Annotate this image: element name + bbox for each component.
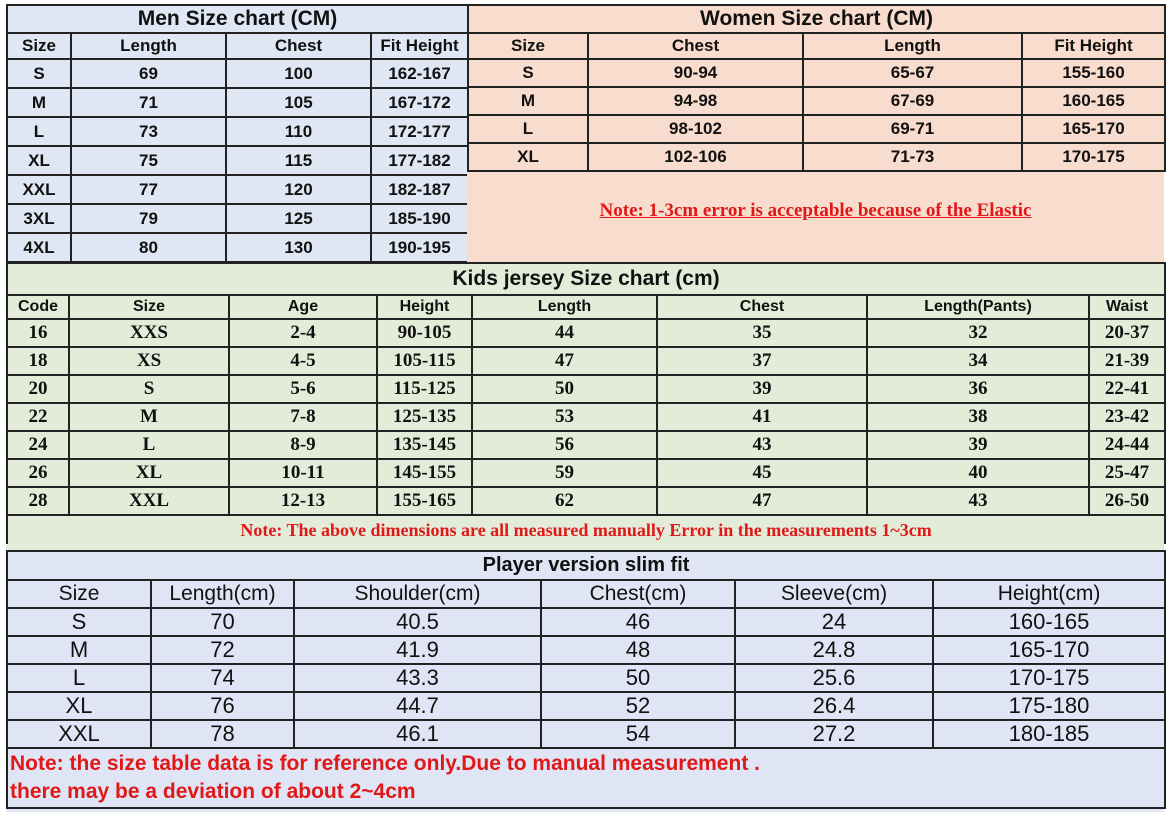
men-table-row [7, 204, 468, 233]
kids-cell-age: 10-11 [229, 459, 377, 487]
kids-cell-size: XL [69, 459, 229, 487]
women-table-row [468, 115, 1165, 143]
player-header-sleeve: Sleeve(cm) [735, 580, 933, 608]
women-cell-fit-height: 165-170 [1022, 115, 1165, 143]
kids-cell-age: 2-4 [229, 319, 377, 347]
kids-cell-size: S [69, 375, 229, 403]
kids-cell-length-pants: 38 [867, 403, 1089, 431]
player-table-row [7, 692, 1165, 720]
women-cell-length: 65-67 [803, 59, 1022, 87]
men-cell-size: M [7, 88, 71, 117]
player-cell-sleeve: 24.8 [735, 636, 933, 664]
women-cell-size: S [468, 59, 588, 87]
player-cell-length: 76 [151, 692, 294, 720]
kids-cell-waist: 22-41 [1089, 375, 1165, 403]
player-header-shoulder: Shoulder(cm) [294, 580, 541, 608]
women-cell-length: 69-71 [803, 115, 1022, 143]
men-cell-length: 69 [71, 59, 226, 88]
player-cell-sleeve: 25.6 [735, 664, 933, 692]
men-cell-fit-height: 162-167 [371, 59, 468, 88]
women-header-size: Size [468, 33, 588, 59]
kids-size-table [6, 262, 1166, 544]
kids-table-row [7, 459, 1165, 487]
kids-cell-length-pants: 36 [867, 375, 1089, 403]
player-cell-shoulder: 46.1 [294, 720, 541, 748]
kids-cell-length: 62 [472, 487, 657, 515]
kids-cell-chest: 47 [657, 487, 867, 515]
women-cell-chest: 98-102 [588, 115, 803, 143]
kids-cell-waist: 26-50 [1089, 487, 1165, 515]
kids-size-section [6, 262, 1164, 550]
player-cell-size: XXL [7, 720, 151, 748]
kids-cell-length-pants: 43 [867, 487, 1089, 515]
player-cell-chest: 54 [541, 720, 735, 748]
men-cell-fit-height: 185-190 [371, 204, 468, 233]
kids-table-row [7, 403, 1165, 431]
player-cell-shoulder: 44.7 [294, 692, 541, 720]
kids-cell-size: XXS [69, 319, 229, 347]
women-cell-chest: 94-98 [588, 87, 803, 115]
women-cell-chest: 90-94 [588, 59, 803, 87]
men-table-row [7, 233, 468, 262]
player-table-row [7, 720, 1165, 748]
kids-cell-length-pants: 32 [867, 319, 1089, 347]
men-cell-size: 4XL [7, 233, 71, 262]
kids-cell-height: 90-105 [377, 319, 472, 347]
men-cell-length: 75 [71, 146, 226, 175]
kids-cell-chest: 41 [657, 403, 867, 431]
women-size-section [467, 4, 1164, 262]
women-table-title: Women Size chart (CM) [468, 5, 1165, 33]
kids-cell-size: L [69, 431, 229, 459]
men-cell-length: 79 [71, 204, 226, 233]
player-header-size: Size [7, 580, 151, 608]
player-cell-height: 170-175 [933, 664, 1165, 692]
player-cell-sleeve: 26.4 [735, 692, 933, 720]
men-cell-size: 3XL [7, 204, 71, 233]
player-table-title: Player version slim fit [7, 551, 1165, 580]
kids-cell-waist: 24-44 [1089, 431, 1165, 459]
men-table-title: Men Size chart (CM) [7, 5, 468, 33]
player-header-height: Height(cm) [933, 580, 1165, 608]
women-header-fit-height: Fit Height [1022, 33, 1165, 59]
kids-note: Note: The above dimensions are all measured manually Error in the measurements 1~3cm [7, 515, 1165, 544]
player-cell-chest: 48 [541, 636, 735, 664]
player-cell-shoulder: 40.5 [294, 608, 541, 636]
men-header-row [7, 33, 468, 59]
player-cell-size: XL [7, 692, 151, 720]
women-cell-fit-height: 160-165 [1022, 87, 1165, 115]
men-cell-chest: 125 [226, 204, 371, 233]
men-cell-size: L [7, 117, 71, 146]
men-cell-fit-height: 177-182 [371, 146, 468, 175]
kids-cell-length: 47 [472, 347, 657, 375]
player-cell-chest: 52 [541, 692, 735, 720]
kids-header-length-pants: Length(Pants) [867, 295, 1089, 319]
player-cell-size: S [7, 608, 151, 636]
kids-cell-length: 44 [472, 319, 657, 347]
player-cell-height: 160-165 [933, 608, 1165, 636]
women-table-row [468, 87, 1165, 115]
women-cell-fit-height: 155-160 [1022, 59, 1165, 87]
kids-cell-length: 50 [472, 375, 657, 403]
player-cell-chest: 46 [541, 608, 735, 636]
kids-cell-code: 16 [7, 319, 69, 347]
women-cell-length: 67-69 [803, 87, 1022, 115]
men-header-fit-height: Fit Height [371, 33, 468, 59]
men-cell-length: 73 [71, 117, 226, 146]
player-cell-height: 165-170 [933, 636, 1165, 664]
kids-cell-code: 20 [7, 375, 69, 403]
kids-cell-chest: 43 [657, 431, 867, 459]
kids-cell-length-pants: 39 [867, 431, 1089, 459]
kids-header-size: Size [69, 295, 229, 319]
men-cell-fit-height: 172-177 [371, 117, 468, 146]
kids-header-code: Code [7, 295, 69, 319]
kids-cell-length-pants: 34 [867, 347, 1089, 375]
men-table-row [7, 117, 468, 146]
women-table-row [468, 59, 1165, 87]
kids-cell-chest: 39 [657, 375, 867, 403]
men-cell-chest: 120 [226, 175, 371, 204]
player-cell-height: 175-180 [933, 692, 1165, 720]
women-table-row [468, 143, 1165, 171]
kids-cell-height: 115-125 [377, 375, 472, 403]
women-cell-fit-height: 170-175 [1022, 143, 1165, 171]
men-cell-length: 71 [71, 88, 226, 117]
player-cell-height: 180-185 [933, 720, 1165, 748]
men-cell-chest: 130 [226, 233, 371, 262]
player-cell-length: 74 [151, 664, 294, 692]
player-cell-sleeve: 27.2 [735, 720, 933, 748]
men-cell-fit-height: 182-187 [371, 175, 468, 204]
women-note-text: Note: 1-3cm error is acceptable because of the Elastic [599, 200, 1032, 221]
player-table-row [7, 664, 1165, 692]
kids-table-row [7, 375, 1165, 403]
kids-cell-size: XXL [69, 487, 229, 515]
kids-cell-code: 18 [7, 347, 69, 375]
kids-cell-age: 8-9 [229, 431, 377, 459]
kids-cell-length-pants: 40 [867, 459, 1089, 487]
kids-header-height: Height [377, 295, 472, 319]
kids-cell-length: 56 [472, 431, 657, 459]
men-table-row [7, 59, 468, 88]
kids-header-row [7, 295, 1165, 319]
player-cell-sleeve: 24 [735, 608, 933, 636]
kids-cell-size: XS [69, 347, 229, 375]
men-cell-chest: 100 [226, 59, 371, 88]
kids-table-row [7, 319, 1165, 347]
player-cell-shoulder: 43.3 [294, 664, 541, 692]
men-header-chest: Chest [226, 33, 371, 59]
kids-cell-age: 4-5 [229, 347, 377, 375]
player-note-line-1: Note: the size table data is for reference only.Due to manual measurement . [10, 752, 760, 775]
kids-cell-length: 59 [472, 459, 657, 487]
men-cell-fit-height: 167-172 [371, 88, 468, 117]
kids-cell-waist: 21-39 [1089, 347, 1165, 375]
kids-cell-length: 53 [472, 403, 657, 431]
kids-cell-code: 26 [7, 459, 69, 487]
player-header-chest: Chest(cm) [541, 580, 735, 608]
player-table-row [7, 636, 1165, 664]
men-cell-chest: 105 [226, 88, 371, 117]
kids-header-age: Age [229, 295, 377, 319]
player-header-length: Length(cm) [151, 580, 294, 608]
men-cell-size: XL [7, 146, 71, 175]
kids-header-length: Length [472, 295, 657, 319]
kids-cell-chest: 35 [657, 319, 867, 347]
kids-cell-height: 125-135 [377, 403, 472, 431]
kids-table-row [7, 431, 1165, 459]
women-header-row [468, 33, 1165, 59]
kids-cell-age: 5-6 [229, 375, 377, 403]
kids-cell-waist: 25-47 [1089, 459, 1165, 487]
kids-cell-chest: 37 [657, 347, 867, 375]
men-header-size: Size [7, 33, 71, 59]
kids-cell-age: 12-13 [229, 487, 377, 515]
player-note-line-2: there may be a deviation of about 2~4cm [10, 780, 416, 803]
kids-cell-waist: 23-42 [1089, 403, 1165, 431]
player-size-table [6, 550, 1166, 809]
player-cell-chest: 50 [541, 664, 735, 692]
women-cell-size: M [468, 87, 588, 115]
men-size-table [6, 4, 469, 263]
women-note [467, 200, 1164, 222]
men-table-row [7, 175, 468, 204]
men-table-row [7, 146, 468, 175]
men-cell-length: 77 [71, 175, 226, 204]
men-cell-length: 80 [71, 233, 226, 262]
men-size-section [6, 4, 467, 262]
kids-table-row [7, 347, 1165, 375]
kids-cell-height: 155-165 [377, 487, 472, 515]
kids-cell-code: 22 [7, 403, 69, 431]
men-table-row [7, 88, 468, 117]
kids-cell-height: 105-115 [377, 347, 472, 375]
player-cell-size: L [7, 664, 151, 692]
kids-cell-height: 145-155 [377, 459, 472, 487]
player-note [7, 748, 1165, 808]
kids-header-waist: Waist [1089, 295, 1165, 319]
women-header-length: Length [803, 33, 1022, 59]
player-table-row [7, 608, 1165, 636]
women-cell-chest: 102-106 [588, 143, 803, 171]
men-cell-size: S [7, 59, 71, 88]
kids-cell-chest: 45 [657, 459, 867, 487]
player-cell-shoulder: 41.9 [294, 636, 541, 664]
player-size-section [6, 550, 1164, 812]
women-cell-size: L [468, 115, 588, 143]
kids-header-chest: Chest [657, 295, 867, 319]
women-header-chest: Chest [588, 33, 803, 59]
women-cell-length: 71-73 [803, 143, 1022, 171]
men-cell-size: XXL [7, 175, 71, 204]
women-size-table [467, 4, 1166, 172]
kids-cell-code: 24 [7, 431, 69, 459]
kids-cell-age: 7-8 [229, 403, 377, 431]
player-header-row [7, 580, 1165, 608]
player-cell-size: M [7, 636, 151, 664]
kids-cell-height: 135-145 [377, 431, 472, 459]
men-cell-chest: 110 [226, 117, 371, 146]
men-header-length: Length [71, 33, 226, 59]
kids-table-title: Kids jersey Size chart (cm) [7, 263, 1165, 295]
player-cell-length: 70 [151, 608, 294, 636]
kids-cell-size: M [69, 403, 229, 431]
kids-table-row [7, 487, 1165, 515]
kids-cell-waist: 20-37 [1089, 319, 1165, 347]
women-cell-size: XL [468, 143, 588, 171]
men-cell-chest: 115 [226, 146, 371, 175]
men-cell-fit-height: 190-195 [371, 233, 468, 262]
kids-cell-code: 28 [7, 487, 69, 515]
player-cell-length: 78 [151, 720, 294, 748]
player-cell-length: 72 [151, 636, 294, 664]
